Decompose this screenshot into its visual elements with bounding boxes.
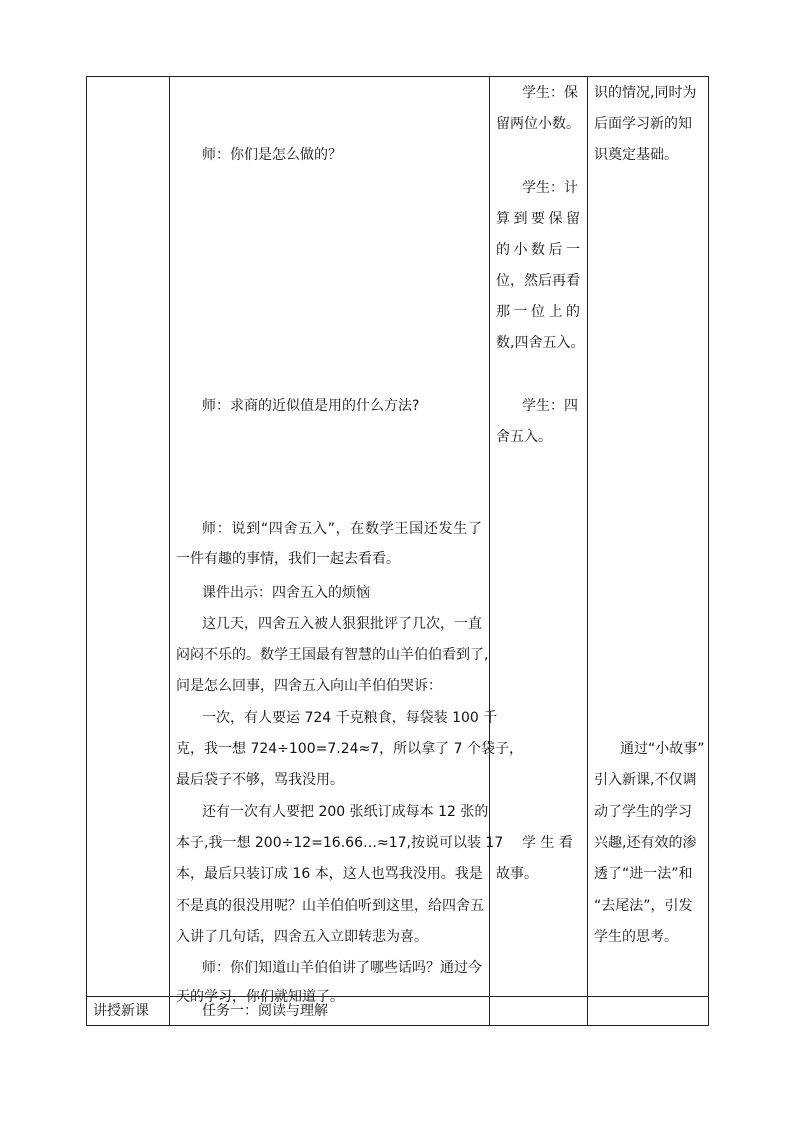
- intent-line: “去尾法”，引发: [594, 898, 693, 914]
- lesson-row-intro: [87, 77, 709, 997]
- student-line: 位，然后再看: [496, 273, 580, 289]
- intent-line: 兴趣,还有效的渗: [594, 835, 697, 851]
- teacher-line: 天的学习，你们就知道了。: [176, 989, 344, 1005]
- student-line: 那一位上的: [496, 304, 580, 320]
- teacher-line: 这几天，四舍五入被人狠狠批评了几次，一直: [202, 616, 482, 632]
- teacher-line: 师：求商的近似值是用的什么方法?: [202, 398, 420, 414]
- intent-line: 动了学生的学习: [594, 804, 692, 820]
- teacher-line: 师：你们知道山羊伯伯讲了哪些话吗？通过今: [202, 960, 482, 976]
- stage-cell: [87, 77, 170, 997]
- task-label: 任务一：阅读与理解: [170, 997, 490, 1026]
- teacher-line: 入讲了几句话，四舍五入立即转悲为喜。: [176, 929, 428, 945]
- lesson-plan-table: [86, 76, 709, 1026]
- student-line: 学生：四: [522, 398, 578, 414]
- intent-line: 透了“进一法”和: [594, 866, 693, 882]
- student-line: 的小数后一: [496, 242, 580, 258]
- teacher-line: 一件有趣的事情，我们一起去看看。: [176, 551, 400, 567]
- intent-line: 学生的思考。: [594, 929, 678, 945]
- teacher-line: 最后袋子不够，骂我没用。: [176, 772, 344, 788]
- intent-line: 后面学习新的知: [594, 116, 692, 132]
- student-line: 舍五入。: [496, 429, 552, 445]
- student-activity-cell-empty: [490, 997, 588, 1026]
- design-intent-cell-empty: [588, 997, 709, 1026]
- intent-line: 识的情况,同时为: [594, 85, 697, 101]
- teacher-line: 一次，有人要运 724 千克粮食，每袋装 100 千: [202, 710, 498, 726]
- teacher-line: 不是真的很没用呢？山羊伯伯听到这里，给四舍五: [176, 898, 484, 914]
- student-line: 学生：计: [522, 180, 578, 196]
- teacher-line: 师：你们是怎么做的？: [202, 147, 342, 163]
- teacher-line: 本子,我一想 200÷12=16.66…≈17,按说可以装 17: [176, 835, 504, 851]
- teacher-line: 课件出示：四舍五入的烦恼: [202, 585, 370, 601]
- student-line: 数,四舍五入。: [496, 335, 585, 351]
- student-line: 学生：保: [522, 85, 578, 101]
- student-line: 故事。: [496, 866, 538, 882]
- intent-line: 引入新课,不仅调: [594, 772, 697, 788]
- student-activity-cell: [490, 77, 588, 997]
- teacher-line: 克，我一想 724÷100=7.24≈7，所以拿了 7 个袋子，: [176, 741, 523, 757]
- teacher-line: 问是怎么回事，四舍五入向山羊伯伯哭诉：: [176, 678, 442, 694]
- teacher-line: 师：说到“四舍五入”，在数学王国还发生了: [202, 521, 482, 537]
- teacher-line: 闷闷不乐的。数学王国最有智慧的山羊伯伯看到了,: [176, 647, 489, 663]
- intent-line: 通过“小故事”: [620, 741, 705, 757]
- teacher-line: 还有一次有人要把 200 张纸订成每本 12 张的: [202, 804, 489, 820]
- teacher-line: 本，最后只装订成 16 本，这人也骂我没用。我是: [176, 866, 483, 882]
- intent-line: 识奠定基础。: [594, 147, 678, 163]
- student-line: 算到要保留: [496, 211, 580, 227]
- student-line: 学 生 看: [522, 835, 573, 851]
- student-line: 留两位小数。: [496, 116, 580, 132]
- stage-label: 讲授新课: [87, 997, 170, 1026]
- design-intent-cell: [588, 77, 709, 997]
